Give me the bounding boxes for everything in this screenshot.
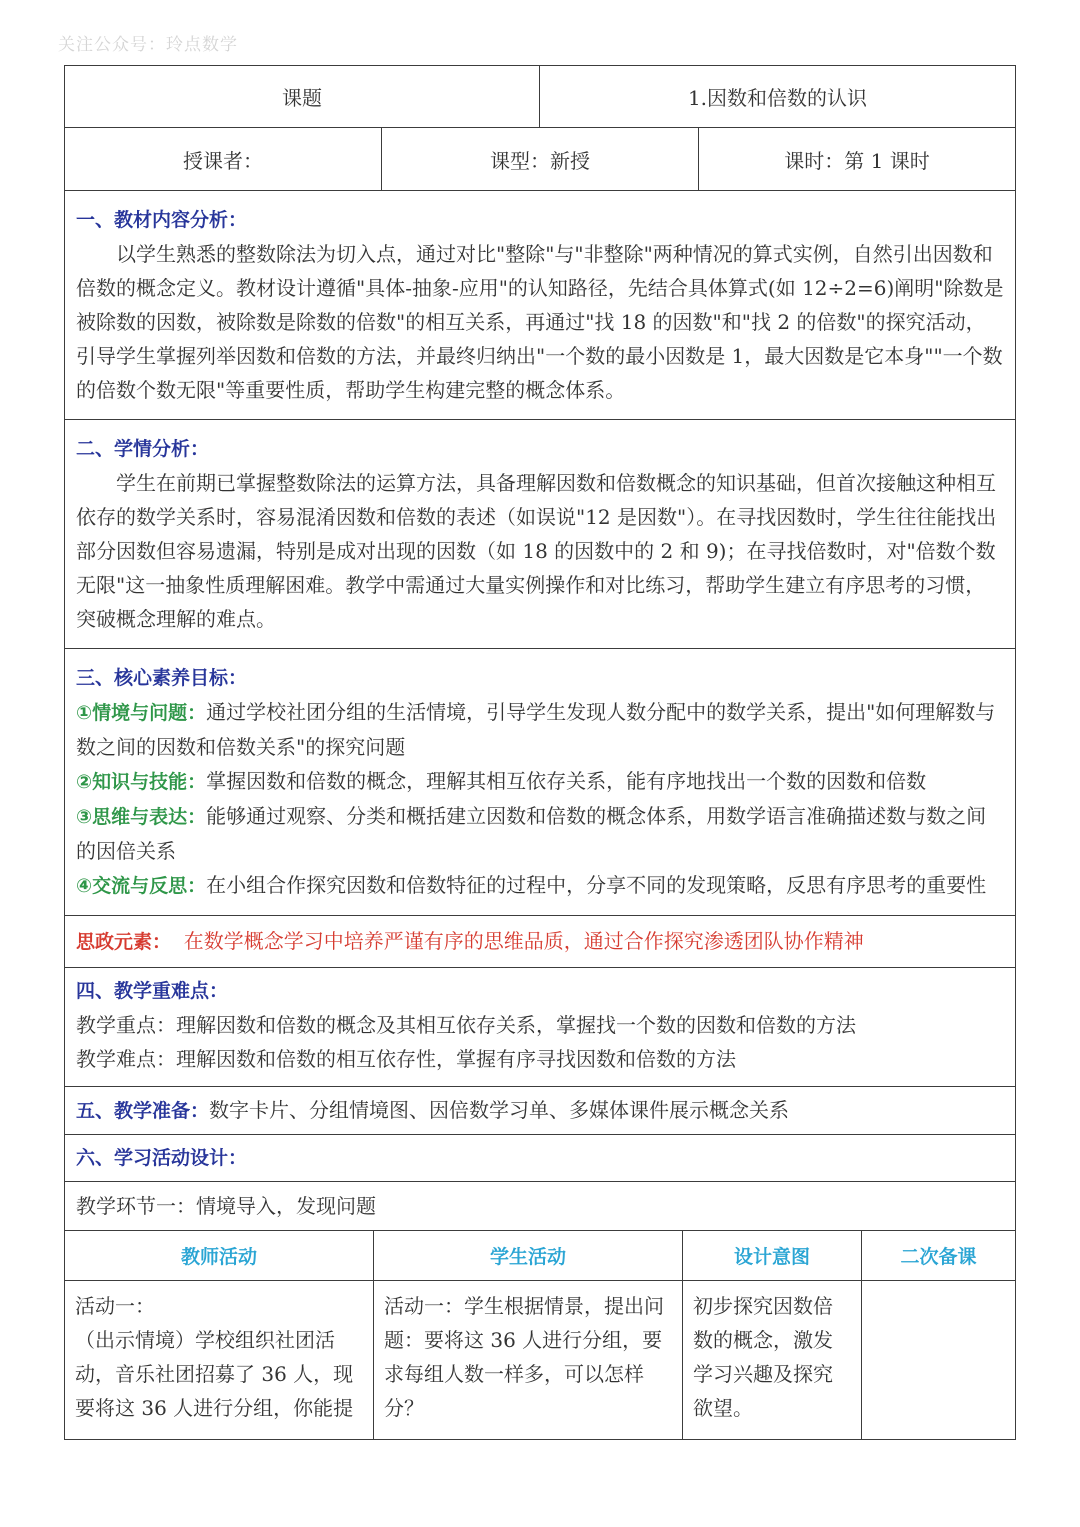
lesson-type: 课型：新授 bbox=[382, 128, 699, 190]
section-body: 以学生熟悉的整数除法为切入点，通过对比"整除"与"非整除"两种情况的算式实例，自然引出因数和倍数的概念定义。教材设计遵循"具体-抽象-应用"的认知路径，先结合具体算式(如 12÷2=6)阐明"除数是被除数的因数，被除数是除数的倍数"的相互关系，再通过"找 18 的因数"和"找 2 的倍数"的探究活动，引导学生掌握列举因数和倍数的方法，并最终归纳出"一个数的最小因数是 1，最大因数是它本身""一个数的倍数个数无限"等重要性质，帮助学生构建完整的概念体系。 bbox=[76, 242, 1004, 402]
goal-item: ②知识与技能：掌握因数和倍数的概念，理解其相互依存关系，能有序地找出一个数的因数和倍数 bbox=[76, 769, 927, 793]
section-title: 一、教材内容分析： bbox=[76, 209, 248, 231]
section-student-analysis bbox=[65, 420, 1015, 649]
section-title: 二、学情分析： bbox=[76, 438, 210, 460]
key-point: 教学重点：理解因数和倍数的概念及其相互依存关系，掌握找一个数的因数和倍数的方法 bbox=[76, 1013, 856, 1037]
header-teacher: 教师活动 bbox=[65, 1231, 374, 1280]
watermark: 关注公众号：玲点数学 bbox=[58, 35, 238, 55]
topic-label: 课题 bbox=[65, 66, 540, 127]
phase-row bbox=[65, 1182, 1015, 1231]
student-activity: 活动一：学生根据情景，提出问题：要将这 36 人进行分组，要求每组人数一样多，可以怎样分？ bbox=[374, 1281, 683, 1439]
topic-value: 1.因数和倍数的认识 bbox=[687, 86, 868, 110]
meta-row bbox=[65, 128, 1015, 191]
teacher-activity: 活动一： （出示情境）学校组织社团活动，音乐社团招募了 36 人，现要将这 36 人进行分组，你能提 bbox=[65, 1281, 374, 1439]
section-title: 六、学习活动设计： bbox=[76, 1147, 248, 1169]
activity-row bbox=[65, 1281, 1015, 1439]
topic-row bbox=[65, 66, 1015, 128]
difficult-point: 教学难点：理解因数和倍数的相互依存性，掌握有序寻找因数和倍数的方法 bbox=[76, 1047, 736, 1071]
teacher-label: 授课者： bbox=[65, 128, 382, 190]
design-intent: 初步探究因数倍数的概念，激发学习兴趣及探究欲望。 bbox=[683, 1281, 862, 1439]
section-title: 五、教学准备： bbox=[76, 1100, 210, 1122]
ideology-label: 思政元素： bbox=[76, 931, 172, 953]
goal-item: ④交流与反思：在小组合作探究因数和倍数特征的过程中，分享不同的发现策略，反思有序思考的重要性 bbox=[76, 873, 987, 897]
goal-item: ①情境与问题：通过学校社团分组的生活情境，引导学生发现人数分配中的数学关系，提出"如何理解数与数之间的因数和倍数关系"的探究问题 bbox=[76, 700, 996, 759]
section-activity-design bbox=[65, 1135, 1015, 1182]
section-ideology bbox=[65, 916, 1015, 968]
lesson-plan-table bbox=[64, 65, 1016, 1440]
header-second: 二次备课 bbox=[900, 1246, 977, 1268]
section-body: 学生在前期已掌握整数除法的运算方法，具备理解因数和倍数概念的知识基础，但首次接触这种相互依存的数学关系时，容易混淆因数和倍数的表述（如误说"12 是因数"）。在寻找因数时，学生往往能找出部分因数但容易遗漏，特别是成对出现的因数（如 18 的因数中的 2 和 9)；在寻找倍数时，对"倍数个数无限"这一抽象性质理解困难。教学中需通过大量实例操作和对比练习，帮助学生建立有序思考的习惯，突破概念理解的难点。 bbox=[76, 471, 997, 631]
preparation-text: 数字卡片、分组情境图、因倍数学习单、多媒体课件展示概念关系 bbox=[209, 1098, 790, 1122]
section-preparation bbox=[65, 1087, 1015, 1135]
lesson-period: 课时：第 1 课时 bbox=[784, 148, 930, 173]
goal-item: ③思维与表达：能够通过观察、分类和概括建立因数和倍数的概念体系，用数学语言准确描述数与数之间的因倍关系 bbox=[76, 804, 987, 863]
second-preparation bbox=[862, 1281, 1015, 1439]
header-intent: 设计意图 bbox=[683, 1231, 862, 1280]
ideology-text: 在数学概念学习中培养严谨有序的思维品质，通过合作探究渗透团队协作精神 bbox=[183, 929, 864, 953]
section-material-analysis bbox=[65, 191, 1015, 420]
activity-header-row bbox=[65, 1231, 1015, 1281]
section-key-points bbox=[65, 968, 1015, 1087]
phase-title: 教学环节一：情境导入，发现问题 bbox=[76, 1194, 376, 1218]
section-title: 三、核心素养目标： bbox=[76, 667, 248, 689]
section-title: 四、教学重难点： bbox=[76, 980, 229, 1002]
header-student: 学生活动 bbox=[374, 1231, 683, 1280]
section-core-goals bbox=[65, 649, 1015, 916]
